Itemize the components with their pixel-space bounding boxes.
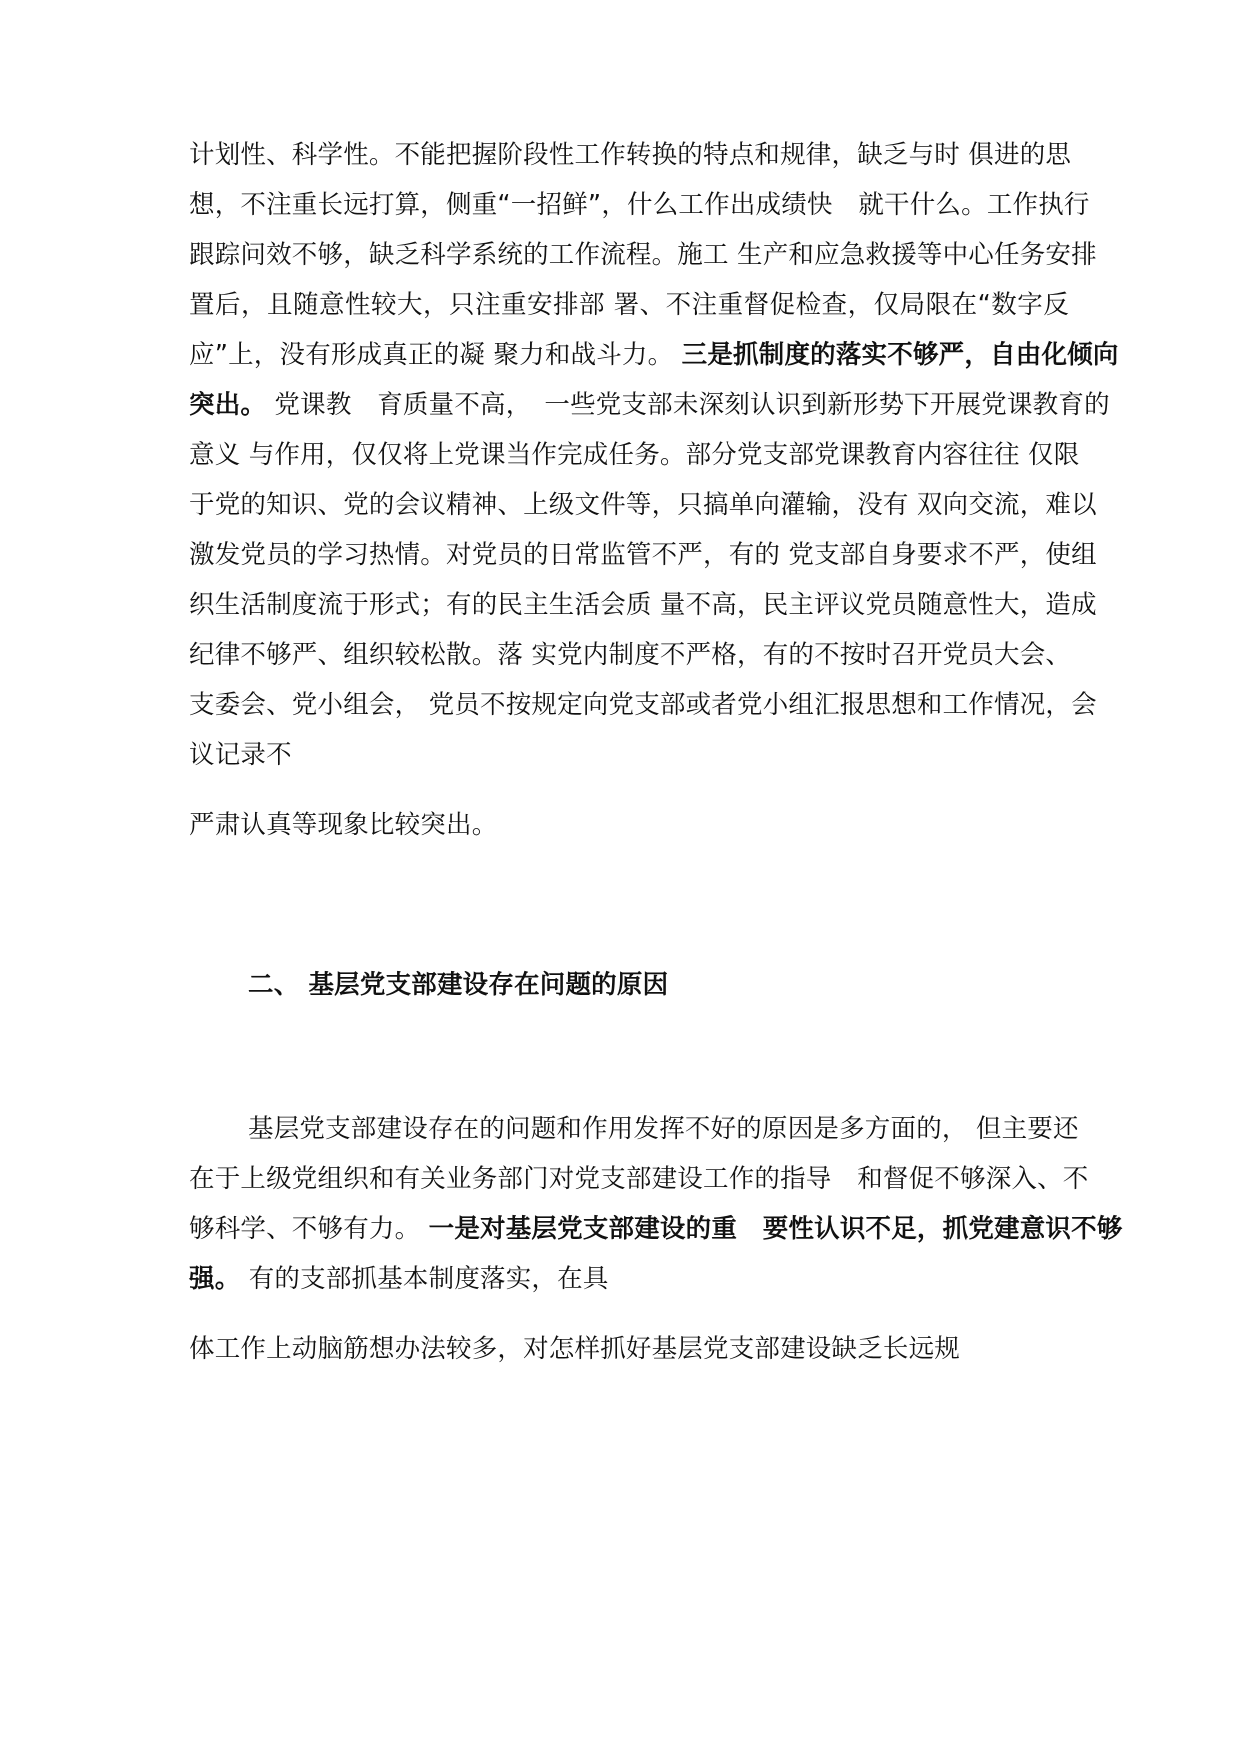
text-run: 计划性、科学性。不能把握阶段性工作转换的特点和规律，缺乏与时 俱进的思 (189, 140, 1072, 170)
paragraph-line (189, 688, 1097, 722)
paragraph-line (248, 1112, 1079, 1146)
text-run: 在于上级党组织和有关业务部门对党支部建设工作的指导 和督促不够深入、不 (189, 1164, 1089, 1194)
paragraph-line (189, 188, 1090, 222)
text-run: 议记录不 (189, 740, 292, 770)
paragraph-line (189, 338, 1119, 372)
text-run: 跟踪问效不够，缺乏科学系统的工作流程。施工 生产和应急救援等中心任务安排 (189, 240, 1097, 270)
text-run: 严肃认真等现象比较突出。 (189, 810, 498, 840)
text-run: 于党的知识、党的会议精神、上级文件等，只搞单向灌输，没有 双向交流，难以 (189, 490, 1097, 520)
text-run: 支委会、党小组会， 党员不按规定向党支部或者党小组汇报思想和工作情况，会 (189, 690, 1097, 720)
heading-text: 二、 基层党支部建设存在问题的原因 (248, 970, 669, 1000)
text-run: 党课教 育质量不高， 一些党支部未深刻认识到新形势下开展党课教育的 (274, 390, 1110, 420)
paragraph-line (189, 1162, 1089, 1196)
text-run: 置后，且随意性较大，只注重安排部 署、不注重督促检查，仅局限在“数字反 (189, 290, 1069, 320)
text-run: 够科学、不够有力。 (189, 1214, 421, 1244)
paragraph-line (189, 288, 1069, 322)
text-run: 意义 与作用，仅仅将上党课当作完成任务。部分党支部党课教育内容往往 仅限 (189, 440, 1080, 470)
text-run: 激发党员的学习热情。对党员的日常监管不严，有的 党支部自身要求不严，使组 (189, 540, 1097, 570)
paragraph-line (189, 388, 1110, 422)
text-run: 有的支部抓基本制度落实，在具 (248, 1264, 609, 1294)
paragraph-line (189, 238, 1097, 272)
bold-text-run: 一是对基层党支部建设的重 要性认识不足，抓党建意识不够 (428, 1214, 1123, 1244)
paragraph-line (189, 538, 1097, 572)
bold-text-run: 三是抓制度的落实不够严，自由化倾向 (681, 340, 1119, 370)
text-run: 基层党支部建设存在的问题和作用发挥不好的原因是多方面的， 但主要还 (248, 1114, 1079, 1144)
paragraph-line (189, 488, 1097, 522)
paragraph-line (189, 638, 1072, 672)
paragraph-line (189, 138, 1072, 172)
paragraph-line (189, 808, 1069, 842)
paragraph-line (189, 1262, 1069, 1296)
paragraph-line (189, 738, 1069, 772)
text-run: 织生活制度流于形式；有的民主生活会质 量不高，民主评议党员随意性大，造成 (189, 590, 1097, 620)
paragraph-line (189, 1332, 1069, 1366)
text-run: 纪律不够严、组织较松散。落 实党内制度不严格，有的不按时召开党员大会、 (189, 640, 1072, 670)
paragraph-line (189, 588, 1097, 622)
text-run: 体工作上动脑筋想办法较多，对怎样抓好基层党支部建设缺乏长远规 (189, 1334, 961, 1364)
section-heading (248, 968, 948, 1002)
bold-text-run: 强。 (189, 1264, 241, 1294)
bold-text-run: 突出。 (189, 390, 267, 420)
paragraph-line (189, 438, 1080, 472)
paragraph-line (189, 1212, 1123, 1246)
text-run: 想，不注重长远打算，侧重“一招鲜”，什么工作出成绩快 就干什么。工作执行 (189, 190, 1090, 220)
text-run: 应”上，没有形成真正的凝 聚力和战斗力。 (189, 340, 674, 370)
